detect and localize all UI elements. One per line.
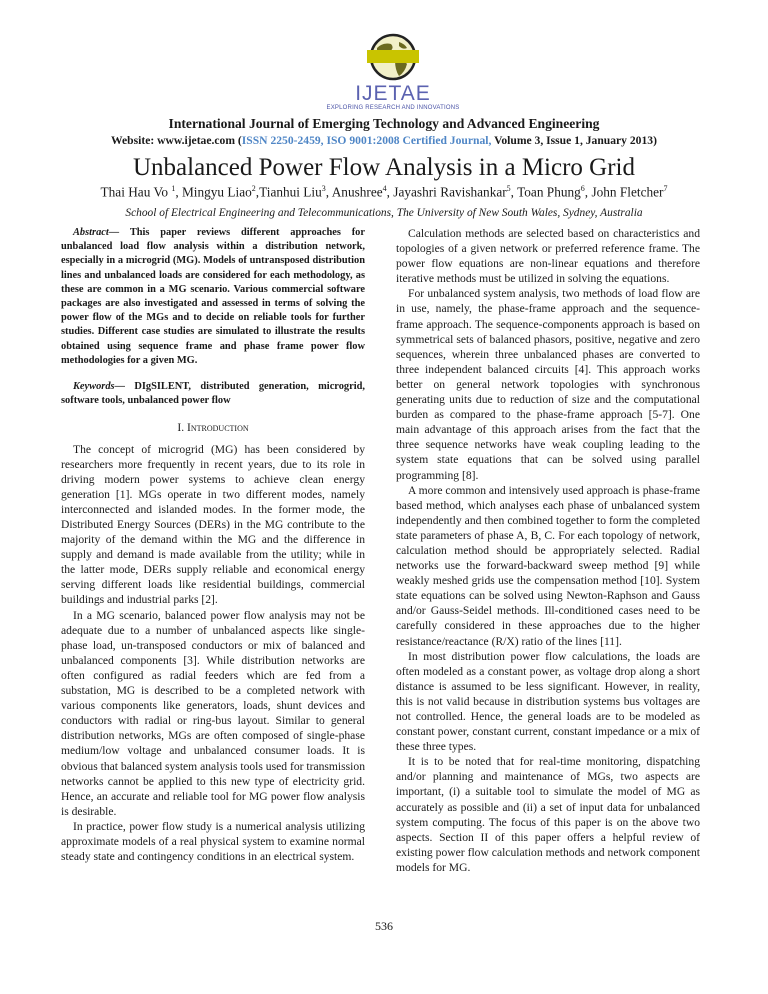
journal-website-line <box>0 134 768 147</box>
author-affiliation-mark: 4 <box>382 184 387 193</box>
author-affiliation-mark: 3 <box>321 184 326 193</box>
page-number: 536 <box>375 919 393 933</box>
author-name: , Jayashri Ravishankar <box>386 184 507 200</box>
author-affiliation-mark: 6 <box>580 184 585 193</box>
paragraph: The concept of microgrid (MG) has been considered by researchers more frequently in recent years, due to its role in driving modern power systems to achieve clean energy generation [1]. MGs operate in two different modes, namely interconnected and islanded modes. In the former mode, the Distributed Energy Sources (DERs) in the MG contribute to the majority of the demand within the MG and the difference in supply and demand is made available from the utility; while in the latter mode, DERs supply reliable and economical energy serving different loads like residential buildings, commercial buildings and industrial parks [2]. <box>61 442 365 607</box>
left-column <box>61 226 365 864</box>
journal-name: International Journal of Emerging Technology and Advanced Engineering <box>168 116 600 131</box>
paragraph: In a MG scenario, balanced power flow analysis may not be adequate due to a number of unbalanced aspects like single-phase load, un-transposed conductors or mix of balanced and unbalanced components [3]. While distribution networks are often configured as radial feeders which are fed from a substation, MG is described to be a completed network with various components like generators, loads, shunt devices and conductors with radial or ring-bus layout. Similar to general distribution networks, MGs are often composed of single-phase medium/low voltage and unbalanced consumer loads. It is obvious that balanced system analysis tools used for transmission networks cannot be applied to this new type of electricity grid. Hence, an accurate and reliable tool for MG power flow analysis is desirable. <box>61 608 365 818</box>
abstract-text: This paper reviews different approaches for unbalanced load flow analysis within a distribution network, especially in a microgrid (MG). Models of untransposed distribution lines and unbalanced loads are considered for each methodology, as these are common in a MG scenario. Various commercial software packages are also investigated and assessed in terms of solving the power flow of the MGs and to decide on reliable tools for further studies. Different case studies are simulated to illustrate the results obtained using sequence frame and phase frame power flow methodologies for a given MG. <box>61 227 365 366</box>
author-affiliation-mark: 7 <box>663 184 668 193</box>
volume-issue: Volume 3, Issue 1, January 2013) <box>491 134 657 147</box>
author-affiliation-mark: 2 <box>251 184 256 193</box>
section-heading-introduction <box>61 420 365 435</box>
keywords <box>61 380 365 408</box>
author-list <box>0 184 768 200</box>
website-prefix: Website: www.ijetae.com ( <box>111 134 242 147</box>
issn-text: ISSN 2250-2459, ISO 9001:2008 Certified Journal, <box>241 134 492 147</box>
paragraph: It is to be noted that for real-time monitoring, dispatching and/or planning and maintenance of MGs, two aspects are important, (i) a suitable tool to simulate the model of MG as accurately as possible and (ii) a set of input data for unbalanced system computing. The focus of this paper is on the above two aspects. Section II of this paper offers a helpful review of existing power flow calculation methods and network component models for MG. <box>396 755 700 874</box>
author-name: ,Tianhui Liu <box>255 184 322 200</box>
paragraph: For unbalanced system analysis, two methods of load flow are in use, namely, the phase-frame approach and the sequence-frame approach. The sequence-components approach is based on symmetrical sets of balanced phasors, positive, negative and zero sequences, wherein three unbalanced phases are converted to three independent balanced circuits [4]. This approach works better on general network topologies with synchronous generating units due to reduction of size and the computational burden as compared to the phase-frame approach [5-7]. One main advantage of this approach arises from the fact that the three sequence networks have weak coupling leading to the system state equations that can be solved using parallel programming [8]. <box>396 287 700 482</box>
logo-wordmark: IJETAE <box>355 82 431 105</box>
abstract-label: Abstract— <box>73 227 120 238</box>
keywords-label: Keywords— <box>73 381 125 393</box>
abstract <box>61 226 365 368</box>
author-affiliation-mark: 5 <box>506 184 511 193</box>
author-name: , John Fletcher <box>584 184 664 200</box>
author-name: Thai Hau Vo <box>100 184 172 200</box>
paragraph: In most distribution power flow calculations, the loads are often modeled as a constant power, as voltage drop along a short distance is assumed to be less significant. However, in reality, this is not valid because in distribution systems bus voltages are not controlled. Hence, the general loads are to be modeled as constant power, constant current, constant impedance or a mix of these three types. <box>396 649 700 754</box>
paragraph: Calculation methods are selected based on characteristics and topologies of a given network or preferred reference frame. The power flow equations are non-linear equations and therefore iterative methods must be utilized in solving the equations. <box>396 227 700 286</box>
paragraph: In practice, power flow study is a numerical analysis utilizing approximate models of a real physical system to examine normal steady state and contingency conditions in an electrical system. <box>61 819 365 864</box>
author-name: , Toan Phung <box>510 184 581 200</box>
author-name: , Anushree <box>325 184 383 200</box>
paper-title: Unbalanced Power Flow Analysis in a Micro Grid <box>132 154 635 181</box>
logo-tagline: EXPLORING RESEARCH AND INNOVATIONS <box>326 105 460 111</box>
right-column <box>396 226 700 875</box>
globe-icon <box>363 30 423 86</box>
paragraph: A more common and intensively used approach is phase-frame based method, which analyses each phase of unbalanced system independently and then combined together to form the completed state parameters of phase A, B, C. For each topology of network, calculation method should be appropriately selected. Radial networks use the forward-backward sweep method [9] while weakly meshed grids use the compensation method [10]. System state equations can be solved using Newton-Raphson and Gauss and/or Gauss-Seidel methods. Ill-conditioned cases need to be carefully considered in these approaches due to the higher resistance/reactance (R/X) ratio of the lines [11]. <box>396 483 700 648</box>
journal-logo <box>318 30 468 110</box>
author-affiliation-mark: 1 <box>171 184 176 193</box>
affiliation: School of Electrical Engineering and Telecommunications, The University of New South Wales, Sydney, Australia <box>125 207 643 219</box>
section-title: Introduction <box>187 421 249 435</box>
keywords-text: DIgSILENT, distributed generation, microgrid, software tools, unbalanced power flow <box>61 381 365 407</box>
author-name: , Mingyu Liao <box>175 184 252 200</box>
section-number: I. <box>177 421 188 435</box>
